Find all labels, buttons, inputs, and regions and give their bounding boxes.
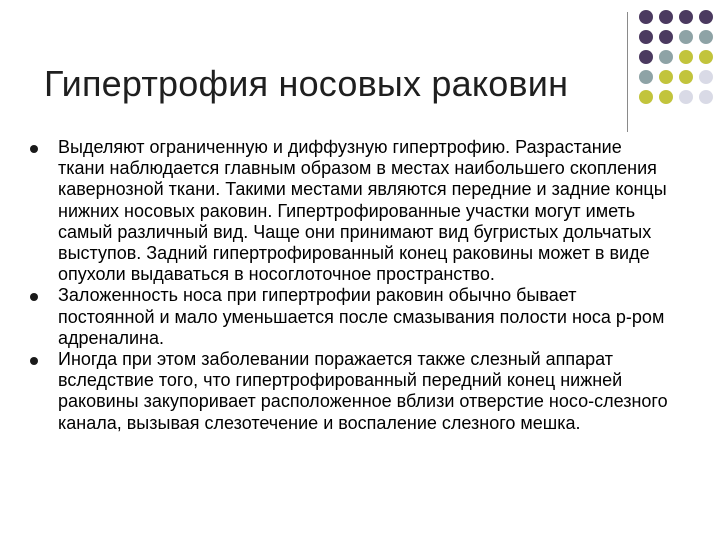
- decorative-dot: [639, 90, 653, 104]
- decorative-dot-grid: [639, 10, 713, 110]
- bullet-text: Иногда при этом заболевании поражается также слезный аппарат вследствие того, что гипертрофированный передний конец нижней раковины закупоривает расположенное вблизи отверстие носо-слезного канала, вызывая слезотечение и воспаление слезного мешка.: [58, 349, 668, 433]
- decorative-dot: [679, 50, 693, 64]
- decorative-dot: [699, 70, 713, 84]
- decorative-dot: [679, 70, 693, 84]
- bullet-item: [30, 349, 670, 434]
- bullet-point-icon: [30, 357, 38, 365]
- bullet-point-icon: [30, 145, 38, 153]
- decorative-dot: [699, 30, 713, 44]
- bullet-text: Выделяют ограниченную и диффузную гипертрофию. Разрастание ткани наблюдается главным образом в местах наибольшего скопления кавернозной ткани. Такими местами являются передние и задние концы нижних носовых раковин. Гипертрофированные участки могут иметь самый различный вид. Чаще они принимают вид бугристых дольчатых выступов. Задний гипертрофированный конец раковины может в виде опухоли выдаваться в носоглоточное пространство.: [58, 137, 667, 285]
- decorative-dot: [639, 30, 653, 44]
- decorative-dot: [659, 10, 673, 24]
- decorative-dot: [639, 70, 653, 84]
- decorative-dot: [659, 70, 673, 84]
- title-divider: [627, 12, 628, 132]
- bullet-list: [30, 137, 670, 434]
- decorative-dot: [659, 50, 673, 64]
- decorative-dot: [679, 30, 693, 44]
- decorative-dot: [639, 50, 653, 64]
- bullet-item: [30, 137, 670, 285]
- bullet-point-icon: [30, 293, 38, 301]
- decorative-dot: [659, 90, 673, 104]
- decorative-dot: [699, 50, 713, 64]
- decorative-dot: [679, 10, 693, 24]
- decorative-dot: [639, 10, 653, 24]
- decorative-dot: [659, 30, 673, 44]
- decorative-dot: [699, 10, 713, 24]
- bullet-item: [30, 285, 670, 349]
- decorative-dot: [679, 90, 693, 104]
- bullet-text: Заложенность носа при гипертрофии раковин обычно бывает постоянной и мало уменьшается после смазывания полости носа р-ром адреналина.: [58, 285, 665, 348]
- slide-title: Гипертрофия носовых раковин: [44, 63, 569, 104]
- decorative-dot: [699, 90, 713, 104]
